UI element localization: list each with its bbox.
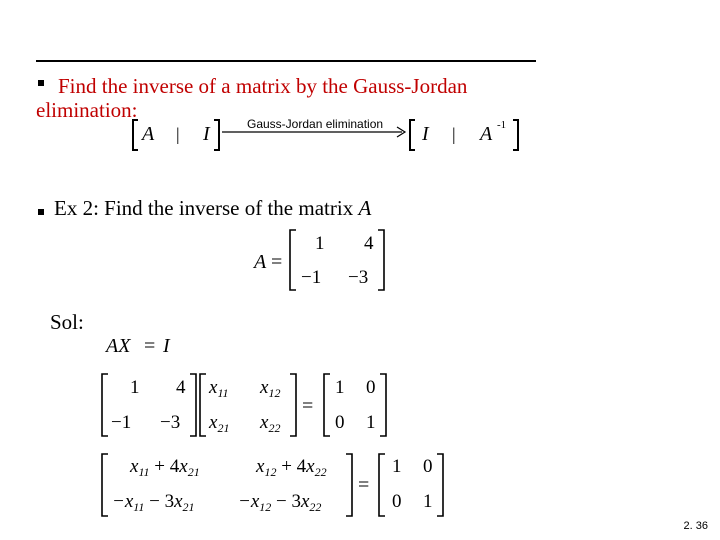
gj-right-sep: | xyxy=(452,124,456,144)
eq2-i-cell: 1 xyxy=(366,412,376,433)
svg-text:x12 xyxy=(259,377,280,400)
eq3-i-cell: 0 xyxy=(392,491,402,512)
bullet1-line2: elimination: xyxy=(36,98,138,122)
eq1-eq: = xyxy=(144,335,156,357)
eq2-eq: = xyxy=(302,395,314,417)
gj-right-a: A xyxy=(480,123,493,145)
equation-matrix-product xyxy=(102,374,386,436)
gj-left-a: A xyxy=(142,123,155,145)
eq3-cell: $-x_{11} - 3x_{21}$ xyxy=(112,491,195,514)
eq2-a-cell: −1 xyxy=(111,412,132,433)
equation-expanded-product xyxy=(102,454,443,516)
eq1-lhs: AX xyxy=(106,335,131,357)
eq2-x-sub: 11 xyxy=(217,386,229,400)
matrix-def-cell: −3 xyxy=(348,267,369,288)
matrix-a-definition xyxy=(252,230,384,290)
eq3-i-cell: 1 xyxy=(392,456,402,477)
eq3-i-cell: 1 xyxy=(423,491,433,512)
gj-left-sep: | xyxy=(176,124,180,144)
bullet2-label: Ex 2: Find the inverse of the matrix xyxy=(54,196,359,220)
eq3-cell: $x_{11} + 4x_{21}$ xyxy=(130,456,200,479)
bullet-marker xyxy=(38,209,44,215)
eq2-x-base: x xyxy=(260,377,269,398)
svg-text:x22 xyxy=(259,412,280,435)
svg-text:x21 xyxy=(208,412,229,435)
eq2-a-cell: −3 xyxy=(160,412,181,433)
eq2-a-cell: 4 xyxy=(176,377,186,398)
solution-label: Sol: xyxy=(50,310,84,334)
matrix-def-cell: 4 xyxy=(364,233,374,254)
eq2-x-sub: 12 xyxy=(268,386,281,400)
gj-right-i: I xyxy=(422,123,429,145)
eq3-cell: $x_{12} + 4x_{22}$ xyxy=(256,456,327,479)
eq2-x-sub: 22 xyxy=(268,421,281,435)
page-number: 2. 36 xyxy=(683,520,708,532)
gj-left-i: I xyxy=(203,123,210,145)
bullet2-text xyxy=(54,196,371,220)
matrix-def-lhs: A xyxy=(254,251,267,273)
gj-left-matrix xyxy=(133,120,219,150)
eq1-rhs: I xyxy=(163,335,170,357)
matrix-def-cell: −1 xyxy=(301,267,322,288)
eq3-eq: = xyxy=(358,474,370,496)
gj-right-exp: -1 xyxy=(497,119,507,131)
gj-arrow xyxy=(222,117,405,137)
eq3-i-cell: 0 xyxy=(423,456,433,477)
eq2-x-base: x xyxy=(209,377,218,398)
svg-text:x11 xyxy=(208,377,229,400)
gj-arrow-label: Gauss-Jordan elimination xyxy=(247,117,384,131)
eq2-x-base: x xyxy=(260,412,269,433)
eq2-x-base: x xyxy=(209,412,218,433)
matrix-def-cell: 1 xyxy=(315,233,325,254)
eq2-a-cell: 1 xyxy=(130,377,140,398)
bullet2-matrix-var: A xyxy=(358,196,372,220)
bullet1-line1: Find the inverse of a matrix by the Gauss-Jordan xyxy=(58,74,468,98)
matrix-def-eq: = xyxy=(271,251,283,273)
eq2-i-cell: 0 xyxy=(366,377,376,398)
eq2-i-cell: 1 xyxy=(335,377,345,398)
eq2-i-cell: 0 xyxy=(335,412,345,433)
gj-right-matrix xyxy=(410,119,518,150)
equation-ax-i xyxy=(104,335,171,357)
eq2-x-sub: 21 xyxy=(217,421,230,435)
eq3-cell: $-x_{12} - 3x_{22}$ xyxy=(238,491,322,514)
